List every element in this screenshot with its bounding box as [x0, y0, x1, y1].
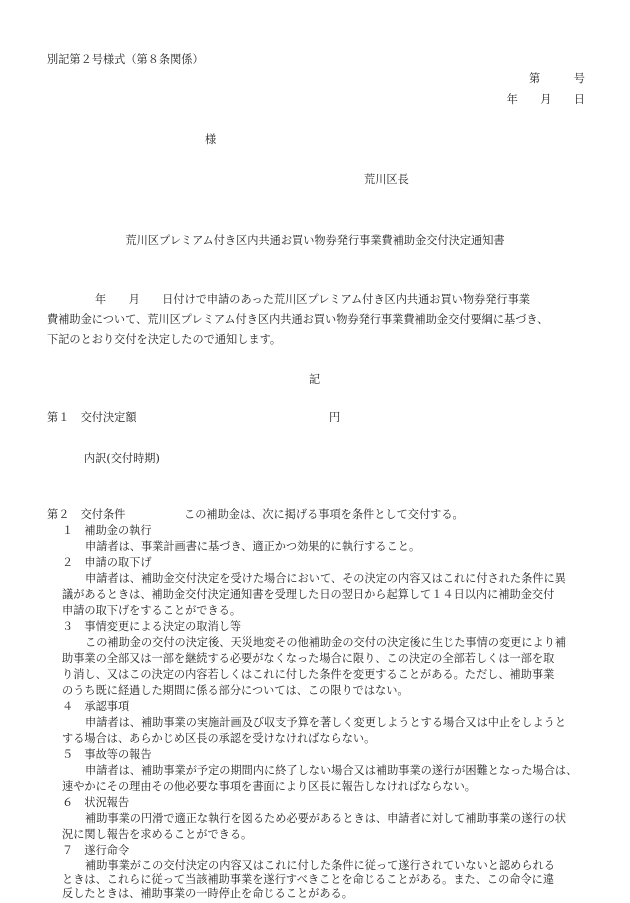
breakdown-label: 内訳(交付時期) [84, 452, 160, 465]
condition-line: のうち既に経過した期間に係る部分については、この限りではない。 [62, 684, 409, 697]
intro-line: 年 月 日付けで申請のあった荒川区プレミアム付き区内共通お買い物券発行事業 [95, 293, 530, 306]
condition-line: 申請者は、補助事業の実施計画及び収支予算を著しく変更しようとする場合又は中止をしようと [85, 716, 567, 729]
condition-line: 議があるときは、補助金交付決定通知書を受理した日の翌日から起算して１４日以内に補助金交付 [62, 588, 555, 601]
condition-body-6 [62, 811, 592, 843]
condition-body-3 [62, 635, 592, 699]
condition-line: 申請者は、事業計画書に基づき、適正かつ効果的に執行すること。 [85, 540, 421, 553]
condition-line: 申請の取下げをすることができる。 [62, 604, 242, 617]
condition-line: ときは、これらに従って当該補助事業を遂行すべきことを命じることがある。また、この命令に違 [62, 873, 555, 886]
condition-line: 補助事業の円滑で適正な執行を図るため必要があるときは、申請者に対して補助事業の遂行の状 [85, 812, 567, 825]
section2-title: 第２ 交付条件 [47, 508, 126, 521]
condition-heading-3: ３ 事情変更による決定の取消し等 [62, 620, 242, 633]
form-label: 別記第２号様式（第８条関係） [47, 53, 204, 66]
condition-heading-5: ５ 事故等の報告 [62, 748, 152, 761]
condition-body-1 [62, 539, 592, 555]
condition-line: 況に関し報告を求めることができる。 [62, 828, 253, 841]
issuer: 荒川区長 [364, 173, 409, 186]
document-number: 第 号 [529, 72, 585, 85]
section2-lead: この補助金は、次に掲げる事項を条件として交付する。 [184, 508, 464, 521]
condition-heading-4: ４ 承認事項 [62, 700, 130, 713]
condition-line: 申請者は、補助金交付決定を受けた場合において、その決定の内容又はこれに付された条件に異 [85, 572, 566, 585]
intro-line: 費補助金について、荒川区プレミアム付き区内共通お買い物券発行事業費補助金交付要綱に基づき、 [47, 313, 549, 326]
addressee-suffix: 様 [205, 133, 217, 146]
yen-unit: 円 [329, 411, 341, 424]
ki-marker: 記 [309, 373, 321, 386]
condition-line: 反したときは、補助事業の一時停止を命じることがある。 [62, 887, 353, 900]
condition-line: 速やかにその理由その他必要な事項を書面により区長に報告しなければならない。 [62, 780, 476, 793]
intro-line: 下記のとおり交付を決定したので通知します。 [47, 333, 282, 346]
section1-title: 第１ 交付決定額 [47, 411, 137, 424]
condition-line: 補助事業がこの交付決定の内容又はこれに付した条件に従って遂行されていないと認められる [85, 859, 555, 872]
condition-line: する場合は、あらかじめ区長の承認を受けなければならない。 [62, 732, 376, 745]
condition-heading-1: １ 補助金の執行 [62, 524, 152, 537]
condition-heading-6: ６ 状況報告 [62, 796, 130, 809]
document-date: 年 月 日 [506, 93, 585, 106]
condition-line: 助事業の全部又は一部を継続する必要がなくなった場合に限り、この決定の全部若しくは一部を取 [62, 652, 555, 665]
condition-body-2 [62, 571, 592, 619]
condition-heading-7: ７ 遂行命令 [62, 844, 130, 857]
condition-body-4 [62, 715, 592, 747]
condition-body-7 [62, 859, 592, 901]
condition-line: 申請者は、補助事業が予定の期間内に終了しない場合又は補助事業の遂行が困難となった場合は、 [85, 764, 578, 777]
condition-body-5 [62, 763, 592, 795]
document-title: 荒川区プレミアム付き区内共通お買い物券発行事業費補助金交付決定通知書 [125, 234, 505, 247]
condition-line: この補助金の交付の決定後、天災地変その他補助金の交付の決定後に生じた事情の変更により補 [85, 636, 567, 649]
condition-line: り消し、又はこの決定の内容若しくはこれに付した条件を変更することがある。ただし、補助事業 [62, 668, 555, 681]
condition-heading-2: ２ 申請の取下げ [62, 556, 152, 569]
intro-paragraph [47, 290, 587, 350]
